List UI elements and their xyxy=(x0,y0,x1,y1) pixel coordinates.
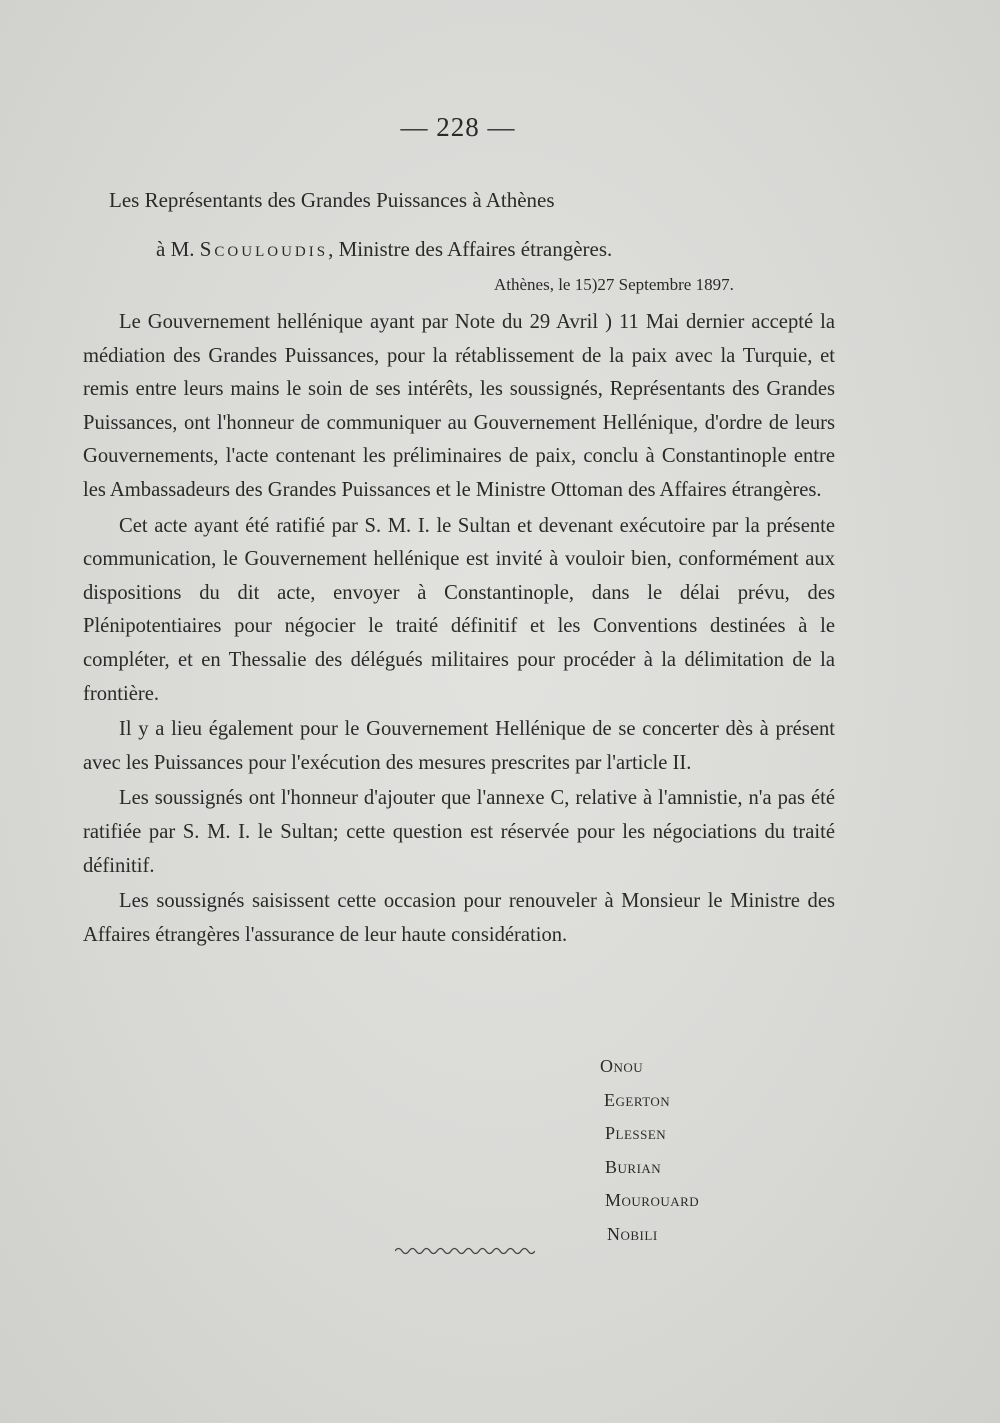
signature-block xyxy=(600,1050,699,1251)
page-number: — 228 — xyxy=(400,112,516,142)
paragraph: Cet acte ayant été ratifié par S. M. I. le Sultan et devenant exécutoire par la présente communication, le Gouvernement hellénique est invité à vouloir bien, conformément aux dispositions du dit acte, envoyer à Constantinople, dans le délai prévu, des Plénipotentiaires pour négocier le traité définitif et les Conventions destinées à le compléter, et en Thessalie des délégués militaires pour procéder à la délimitation de la frontière. xyxy=(83,514,835,705)
paragraph: Les soussignés ont l'honneur d'ajouter que l'annexe C, relative à l'amnistie, n'a pas été ratifiée par S. M. I. le Sultan; cette question est réservée pour les négociations du traité définitif. xyxy=(83,787,835,877)
signatory: Onou xyxy=(600,1056,644,1076)
dateline: Athènes, le 15)27 Septembre 1897. xyxy=(494,275,734,294)
recipient-prefix: à M. xyxy=(156,237,200,261)
recipient-title: , Ministre des Affaires étrangères. xyxy=(328,237,613,261)
heading-recipient xyxy=(156,237,612,262)
letter-body xyxy=(83,306,835,954)
signatory: Mourouard xyxy=(605,1190,700,1210)
signatory: Nobili xyxy=(607,1223,658,1244)
signatory: Plessen xyxy=(605,1123,667,1143)
paragraph: Les soussignés saisissent cette occasion pour renouveler à Monsieur le Ministre des Affaires étrangères l'assurance de leur haute considération. xyxy=(83,890,835,946)
recipient-name: Scouloudis xyxy=(199,237,329,261)
heading-senders: Les Représentants des Grandes Puissances à Athènes xyxy=(109,188,555,212)
decorative-rule xyxy=(395,1244,535,1258)
signatory: Burian xyxy=(605,1156,662,1177)
paragraph: Il y a lieu également pour le Gouvernement Hellénique de se concerter dès à présent avec les Puissances pour l'exécution des mesures prescrites par l'article II. xyxy=(83,718,835,774)
paragraph: Le Gouvernement hellénique ayant par Note du 29 Avril ) 11 Mai dernier accepté la médiation des Grandes Puissances, pour la rétablissement de la paix avec la Turquie, et remis entre leurs mains le soin de ses intérêts, les soussignés, Représentants des Grandes Puissances, ont l'honneur de communiquer au Gouvernement Hellénique, d'ordre de leurs Gouvernements, l'acte contenant les préliminaires de paix, conclu à Constantinople entre les Ambassadeurs des Grandes Puissances et le Ministre Ottoman des Affaires étrangères. xyxy=(83,311,835,501)
signatory: Egerton xyxy=(604,1089,671,1110)
